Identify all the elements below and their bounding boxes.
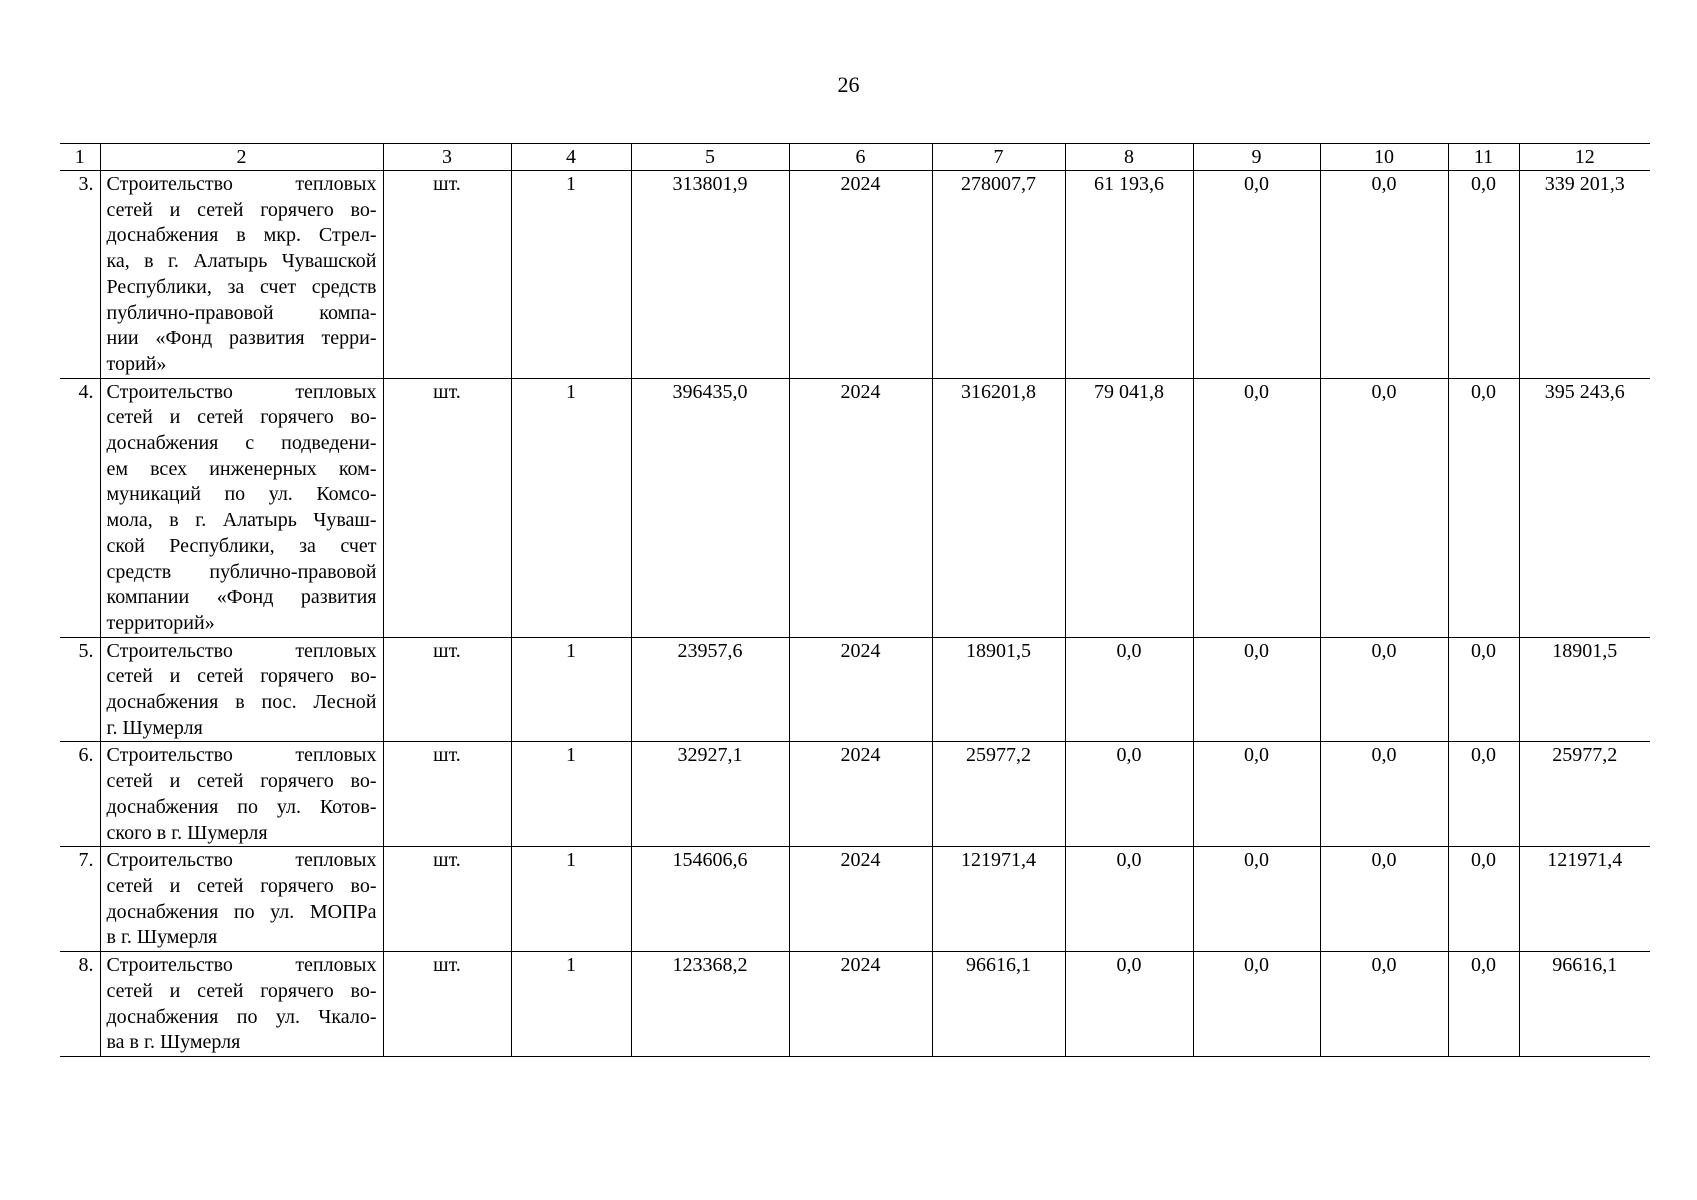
object-name-line: доснабжения по ул. Чкало-	[106, 1005, 377, 1028]
object-name-line: Строительство тепловых	[106, 849, 377, 872]
object-name-line: сетей и сетей горячего во-	[106, 665, 377, 688]
col10-cell: 0,0	[1320, 171, 1448, 379]
col5-cell: 313801,9	[631, 171, 789, 379]
col10-cell: 0,0	[1320, 742, 1448, 847]
column-header: 4	[511, 144, 631, 171]
year-cell: 2024	[789, 742, 932, 847]
object-name-line: доснабжения с подведени-	[106, 432, 377, 455]
table-row	[60, 952, 1650, 1057]
row-number-cell: 6.	[60, 742, 100, 847]
row-number-cell: 3.	[60, 171, 100, 379]
unit-cell: шт.	[383, 742, 511, 847]
object-name-line: Строительство тепловых	[106, 639, 377, 662]
unit-cell: шт.	[383, 952, 511, 1057]
column-header: 5	[631, 144, 789, 171]
object-name-line: Республики, за счет средств	[106, 275, 377, 298]
object-name-cell	[100, 171, 383, 379]
quantity-cell: 1	[511, 171, 631, 379]
year-cell: 2024	[789, 378, 932, 637]
quantity-cell: 1	[511, 847, 631, 952]
col8-cell: 61 193,6	[1065, 171, 1193, 379]
object-name-line: г. Шумерля	[106, 716, 203, 739]
object-name-line: сетей и сетей горячего во-	[106, 874, 377, 897]
col11-cell: 0,0	[1448, 952, 1519, 1057]
col8-cell: 79 041,8	[1065, 378, 1193, 637]
col10-cell: 0,0	[1320, 378, 1448, 637]
column-header: 1	[60, 144, 100, 171]
object-name-line: Строительство тепловых	[106, 380, 377, 403]
table-row	[60, 742, 1650, 847]
col8-cell: 0,0	[1065, 847, 1193, 952]
object-name-line: доснабжения в мкр. Стрел-	[106, 224, 377, 247]
object-name-line: сетей и сетей горячего во-	[106, 406, 377, 429]
unit-cell: шт.	[383, 378, 511, 637]
header-row	[60, 144, 1650, 171]
unit-cell: шт.	[383, 637, 511, 742]
col10-cell: 0,0	[1320, 847, 1448, 952]
object-name-cell	[100, 847, 383, 952]
data-table	[60, 143, 1650, 1057]
object-name-line: в г. Шумерля	[106, 926, 218, 949]
object-name-cell	[100, 952, 383, 1057]
col7-cell: 96616,1	[932, 952, 1065, 1057]
col5-cell: 154606,6	[631, 847, 789, 952]
table-row	[60, 171, 1650, 379]
object-name-line: торий»	[106, 352, 167, 375]
column-header: 10	[1320, 144, 1448, 171]
object-name-line: нии «Фонд развития терри-	[106, 327, 377, 350]
object-name-line: ем всех инженерных ком-	[106, 457, 377, 480]
col7-cell: 18901,5	[932, 637, 1065, 742]
object-name-line: муникаций по ул. Комсо-	[106, 483, 377, 506]
quantity-cell: 1	[511, 742, 631, 847]
col9-cell: 0,0	[1193, 637, 1320, 742]
object-name-line: публично-правовой компа-	[106, 301, 377, 324]
object-name-line: ского в г. Шумерля	[106, 821, 268, 844]
col7-cell: 278007,7	[932, 171, 1065, 379]
col11-cell: 0,0	[1448, 742, 1519, 847]
quantity-cell: 1	[511, 952, 631, 1057]
col12-cell: 18901,5	[1519, 637, 1650, 742]
object-name-line: доснабжения в пос. Лесной	[106, 691, 377, 714]
col5-cell: 32927,1	[631, 742, 789, 847]
table-body	[60, 171, 1650, 1057]
page-number: 26	[837, 72, 860, 97]
object-name-line: компании «Фонд развития	[106, 586, 377, 609]
col8-cell: 0,0	[1065, 952, 1193, 1057]
col5-cell: 123368,2	[631, 952, 789, 1057]
col11-cell: 0,0	[1448, 847, 1519, 952]
column-header: 3	[383, 144, 511, 171]
object-name-cell	[100, 378, 383, 637]
object-name-line: Строительство тепловых	[106, 173, 377, 195]
row-number-cell: 7.	[60, 847, 100, 952]
year-cell: 2024	[789, 952, 932, 1057]
col9-cell: 0,0	[1193, 378, 1320, 637]
col5-cell: 396435,0	[631, 378, 789, 637]
object-name-line: сетей и сетей горячего во-	[106, 770, 377, 793]
object-name-line: ва в г. Шумерля	[106, 1031, 241, 1054]
row-number-cell: 4.	[60, 378, 100, 637]
year-cell: 2024	[789, 847, 932, 952]
col12-cell: 339 201,3	[1519, 171, 1650, 379]
row-number-cell: 8.	[60, 952, 100, 1057]
col7-cell: 25977,2	[932, 742, 1065, 847]
col11-cell: 0,0	[1448, 637, 1519, 742]
object-name-cell	[100, 742, 383, 847]
col9-cell: 0,0	[1193, 742, 1320, 847]
table-row	[60, 847, 1650, 952]
table-row	[60, 378, 1650, 637]
column-header: 2	[100, 144, 383, 171]
object-name-line: мола, в г. Алатырь Чуваш-	[106, 509, 377, 532]
col8-cell: 0,0	[1065, 742, 1193, 847]
col10-cell: 0,0	[1320, 952, 1448, 1057]
col12-cell: 96616,1	[1519, 952, 1650, 1057]
object-name-line: сетей и сетей горячего во-	[106, 198, 377, 221]
row-number-cell: 5.	[60, 637, 100, 742]
table-row	[60, 637, 1650, 742]
column-header: 11	[1448, 144, 1519, 171]
year-cell: 2024	[789, 171, 932, 379]
column-header: 9	[1193, 144, 1320, 171]
object-name-line: доснабжения по ул. Котов-	[106, 795, 377, 818]
col9-cell: 0,0	[1193, 171, 1320, 379]
column-header: 6	[789, 144, 932, 171]
object-name-line: Строительство тепловых	[106, 744, 377, 767]
col12-cell: 395 243,6	[1519, 378, 1650, 637]
col8-cell: 0,0	[1065, 637, 1193, 742]
col9-cell: 0,0	[1193, 847, 1320, 952]
object-name-line: ской Республики, за счет	[106, 534, 377, 557]
object-name-cell	[100, 637, 383, 742]
object-name-line: Строительство тепловых	[106, 954, 377, 977]
col10-cell: 0,0	[1320, 637, 1448, 742]
year-cell: 2024	[789, 637, 932, 742]
col7-cell: 316201,8	[932, 378, 1065, 637]
quantity-cell: 1	[511, 637, 631, 742]
col7-cell: 121971,4	[932, 847, 1065, 952]
col5-cell: 23957,6	[631, 637, 789, 742]
unit-cell: шт.	[383, 171, 511, 379]
column-header: 12	[1519, 144, 1650, 171]
quantity-cell: 1	[511, 378, 631, 637]
object-name-line: сетей и сетей горячего во-	[106, 979, 377, 1002]
col9-cell: 0,0	[1193, 952, 1320, 1057]
col12-cell: 121971,4	[1519, 847, 1650, 952]
unit-cell: шт.	[383, 847, 511, 952]
object-name-line: ка, в г. Алатырь Чувашской	[106, 250, 377, 273]
col11-cell: 0,0	[1448, 378, 1519, 637]
column-header: 8	[1065, 144, 1193, 171]
object-name-line: территорий»	[106, 611, 215, 634]
col12-cell: 25977,2	[1519, 742, 1650, 847]
column-header: 7	[932, 144, 1065, 171]
object-name-line: доснабжения по ул. МОПРа	[106, 900, 377, 923]
object-name-line: средств публично-правовой	[106, 560, 377, 583]
col11-cell: 0,0	[1448, 171, 1519, 379]
